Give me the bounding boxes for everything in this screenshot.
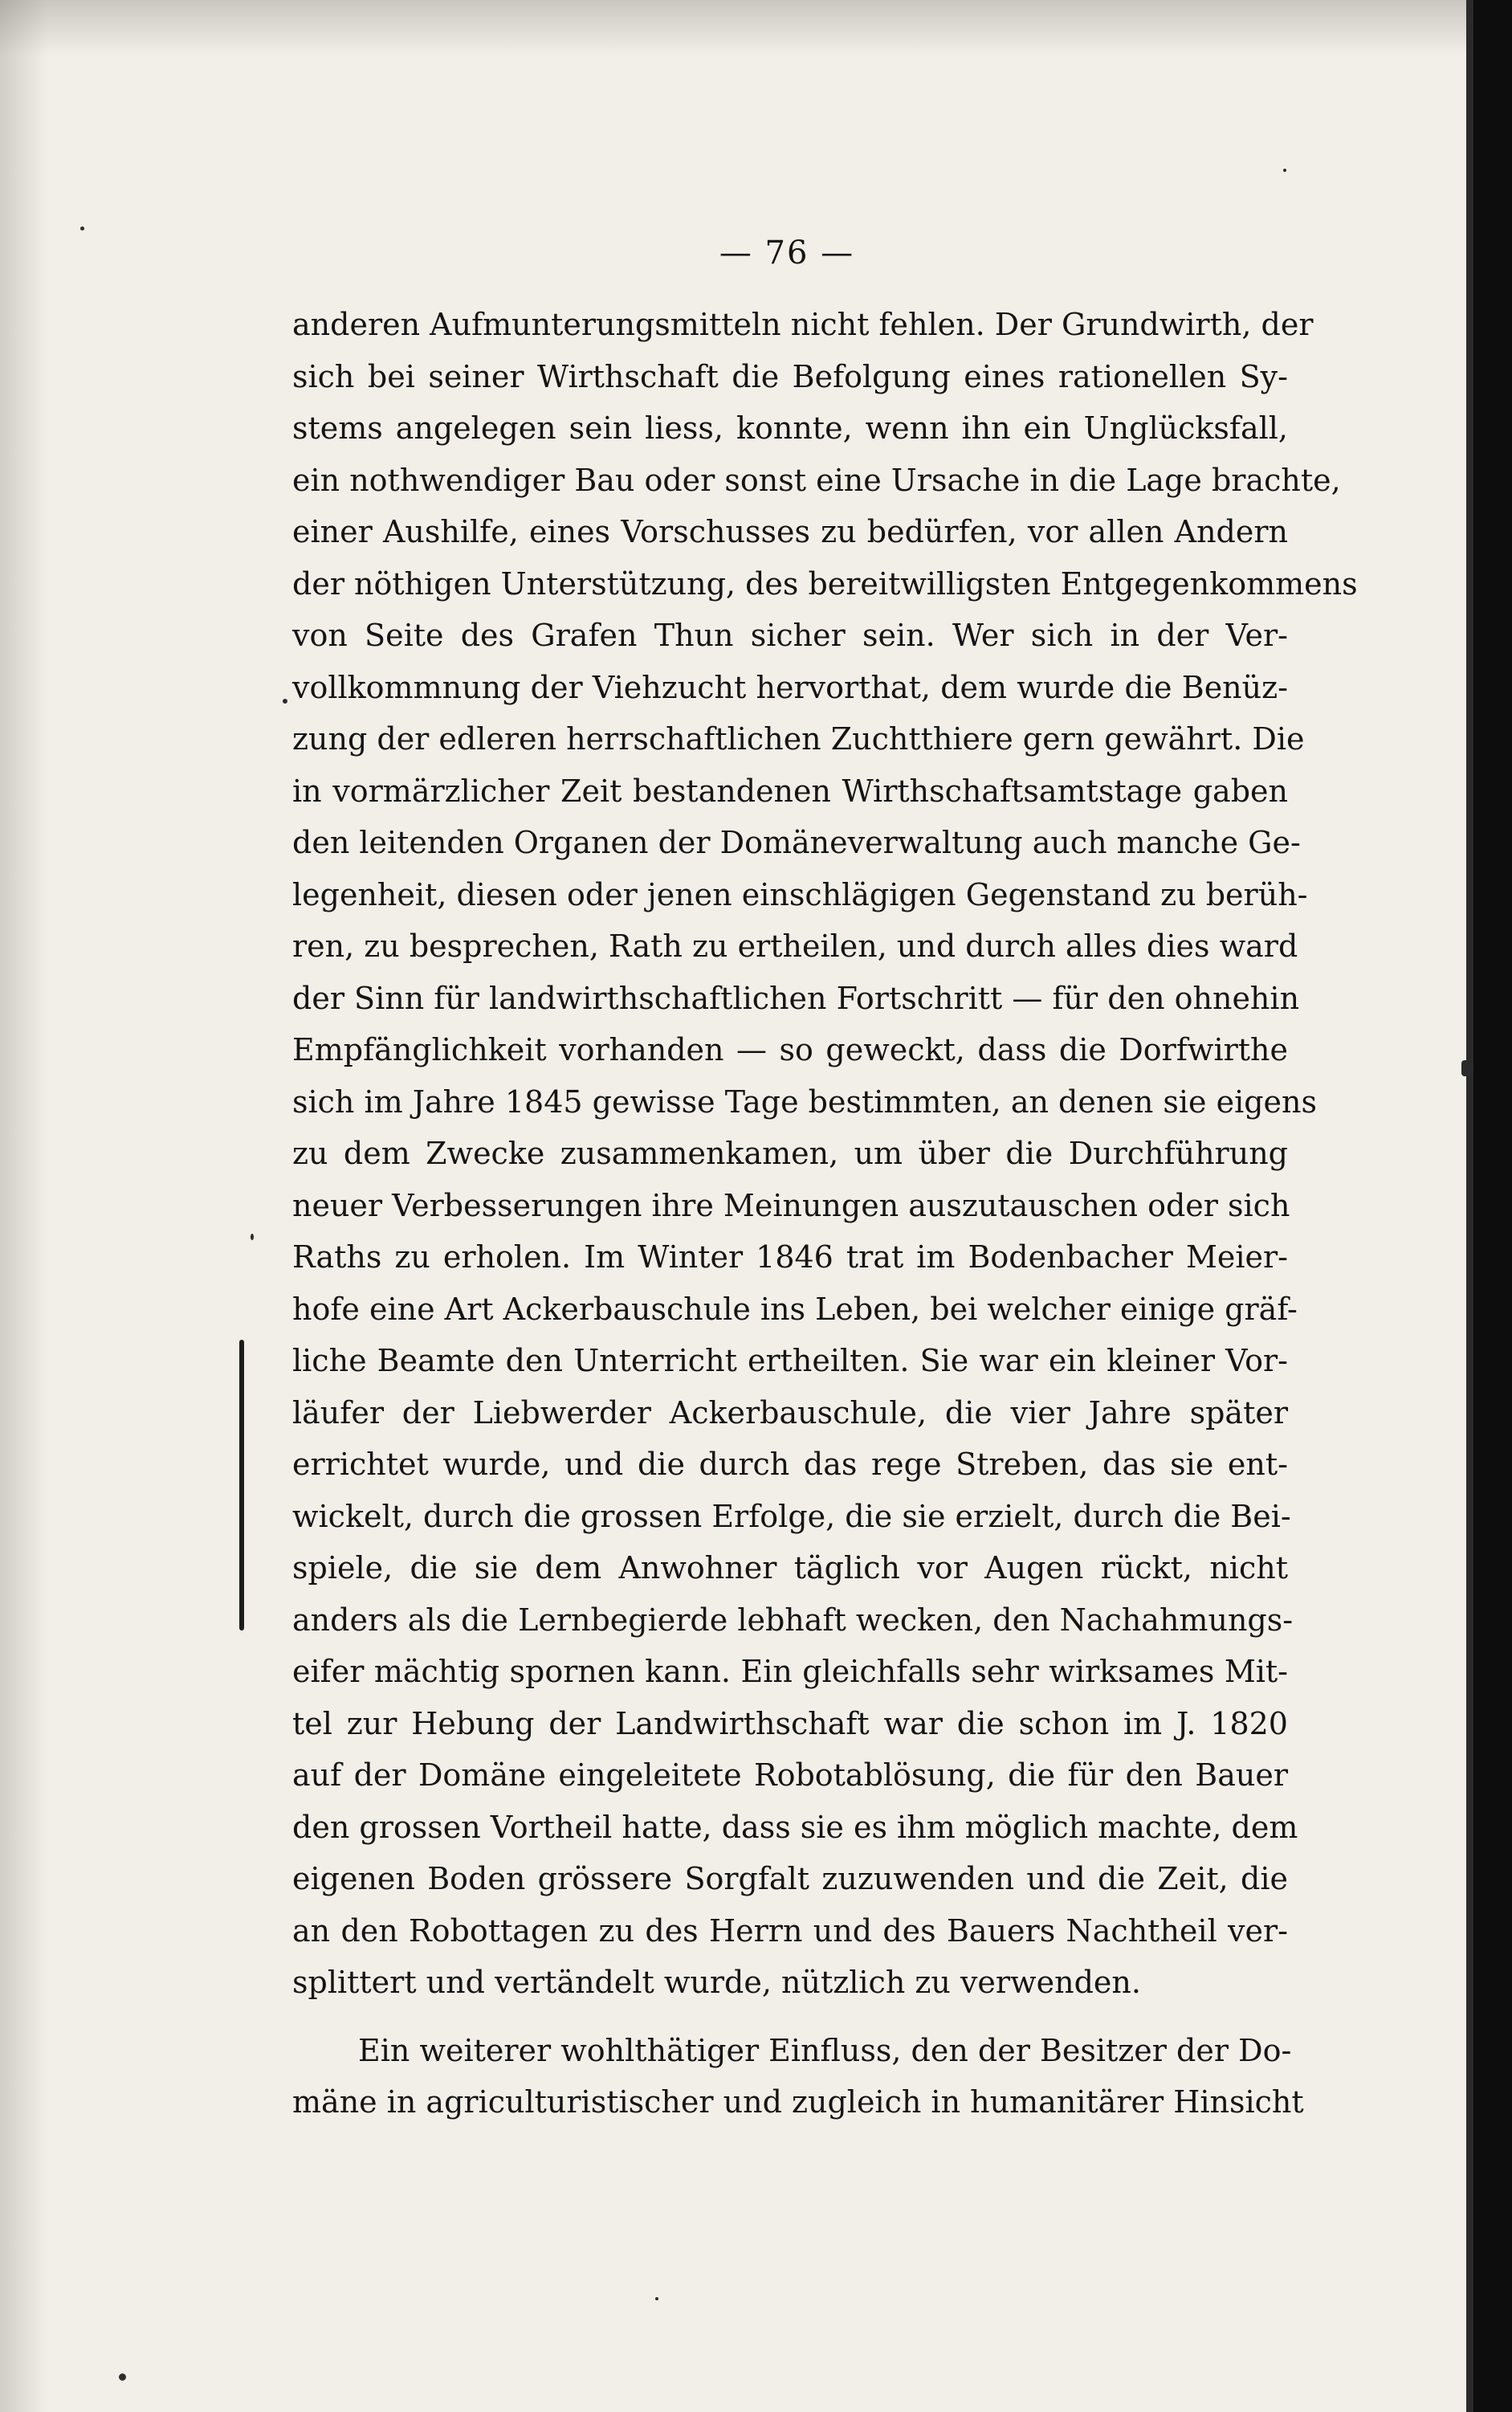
paragraph bbox=[292, 299, 1358, 2009]
text-line: sich im Jahre 1845 gewisse Tage bestimmten, an denen sie eigens bbox=[292, 1084, 1318, 1120]
text-line: liche Beamte den Unterricht ertheilten. Sie war ein kleiner Vor- bbox=[292, 1343, 1288, 1378]
text-line: auf der Domäne eingeleitete Robotablösung, die für den Bauer bbox=[292, 1757, 1288, 1793]
scan-speck bbox=[119, 2373, 126, 2381]
text-line: anders als die Lernbegierde lebhaft wecken, den Nachahmungs- bbox=[292, 1602, 1294, 1638]
text-line: tel zur Hebung der Landwirthschaft war die schon im J. 1820 bbox=[292, 1705, 1288, 1741]
text-line: zu dem Zwecke zusammenkamen, um über die Durchführung bbox=[292, 1136, 1288, 1171]
text-line: legenheit, diesen oder jenen einschlägigen Gegenstand zu berüh- bbox=[292, 876, 1308, 912]
text-line: eifer mächtig spornen kann. Ein gleichfalls sehr wirksames Mit- bbox=[292, 1654, 1288, 1689]
text-line: der Sinn für landwirthschaftlichen Fortschritt — für den ohnehin bbox=[292, 980, 1300, 1016]
scan-speck bbox=[655, 2297, 658, 2300]
text-line: Empfänglichkeit vorhanden — so geweckt, dass die Dorfwirthe bbox=[292, 1032, 1288, 1067]
scan-edge-bar bbox=[1466, 0, 1512, 2412]
paragraph bbox=[292, 2025, 1304, 2128]
text-line: zung der edleren herrschaftlichen Zuchtthiere gern gewährt. Die bbox=[292, 721, 1305, 757]
text-line: sich bei seiner Wirthschaft die Befolgung eines rationellen Sy- bbox=[292, 358, 1288, 394]
text-line: der nöthigen Unterstützung, des bereitwilligsten Entgegenkommens bbox=[292, 565, 1358, 602]
text-line: neuer Verbesserungen ihre Meinungen auszutauschen oder sich bbox=[292, 1187, 1290, 1223]
text-line: läufer der Liebwerder Ackerbauschule, die vier Jahre später bbox=[292, 1394, 1288, 1430]
paragraph-gap bbox=[292, 2009, 1288, 2025]
text-line: stems angelegen sein liess, konnte, wenn ihn ein Unglücksfall, bbox=[292, 410, 1288, 446]
scan-speck bbox=[80, 227, 84, 231]
margin-pencil-mark bbox=[239, 1340, 244, 1630]
text-line: einer Aushilfe, eines Vorschusses zu bedürfen, vor allen Andern bbox=[292, 514, 1288, 549]
text-line: von Seite des Grafen Thun sicher sein. Wer sich in der Ver- bbox=[292, 618, 1288, 653]
scan-speck bbox=[251, 1234, 254, 1240]
text-line: ein nothwendiger Bau oder sonst eine Ursache in die Lage brachte, bbox=[292, 462, 1341, 498]
scan-speck bbox=[283, 699, 287, 704]
text-line: anderen Aufmunterungsmitteln nicht fehlen. Der Grundwirth, der bbox=[292, 307, 1314, 342]
text-line: in vormärzlicher Zeit bestandenen Wirthschaftsamtstage gaben bbox=[292, 773, 1288, 809]
text-line: Ein weiterer wohlthätiger Einfluss, den der Besitzer der Do- bbox=[358, 2032, 1292, 2068]
text-line: wickelt, durch die grossen Erfolge, die sie erzielt, durch die Bei- bbox=[292, 1498, 1291, 1534]
scan-shadow-left bbox=[0, 0, 48, 2412]
body-text bbox=[292, 299, 1358, 2128]
text-line: mäne in agriculturistischer und zugleich in humanitärer Hinsicht bbox=[292, 2084, 1304, 2120]
scan-speck bbox=[1461, 1060, 1473, 1076]
text-line: Raths zu erholen. Im Winter 1846 trat im Bodenbacher Meier- bbox=[292, 1239, 1288, 1275]
page-number: — 76 — bbox=[719, 235, 855, 271]
text-line: den leitenden Organen der Domäneverwaltung auch manche Ge- bbox=[292, 825, 1301, 860]
text-line: ren, zu besprechen, Rath zu ertheilen, und durch alles dies ward bbox=[292, 928, 1298, 964]
text-line: den grossen Vortheil hatte, dass sie es ihm möglich machte, dem bbox=[292, 1809, 1298, 1845]
text-line: eigenen Boden grössere Sorgfalt zuzuwenden und die Zeit, die bbox=[292, 1861, 1288, 1896]
text-line: hofe eine Art Ackerbauschule ins Leben, bei welcher einige gräf- bbox=[292, 1291, 1298, 1327]
text-line: vollkommnung der Viehzucht hervorthat, dem wurde die Benüz- bbox=[292, 669, 1288, 705]
text-line: spiele, die sie dem Anwohner täglich vor Augen rückt, nicht bbox=[292, 1550, 1288, 1586]
text-line: errichtet wurde, und die durch das rege Streben, das sie ent- bbox=[292, 1447, 1288, 1482]
scan-shadow-top bbox=[0, 0, 1512, 56]
text-line: splittert und vertändelt wurde, nützlich zu verwenden. bbox=[292, 1965, 1141, 2000]
scan-speck bbox=[1283, 169, 1286, 172]
text-line: an den Robottagen zu des Herrn und des Bauers Nachtheil ver- bbox=[292, 1912, 1288, 1949]
